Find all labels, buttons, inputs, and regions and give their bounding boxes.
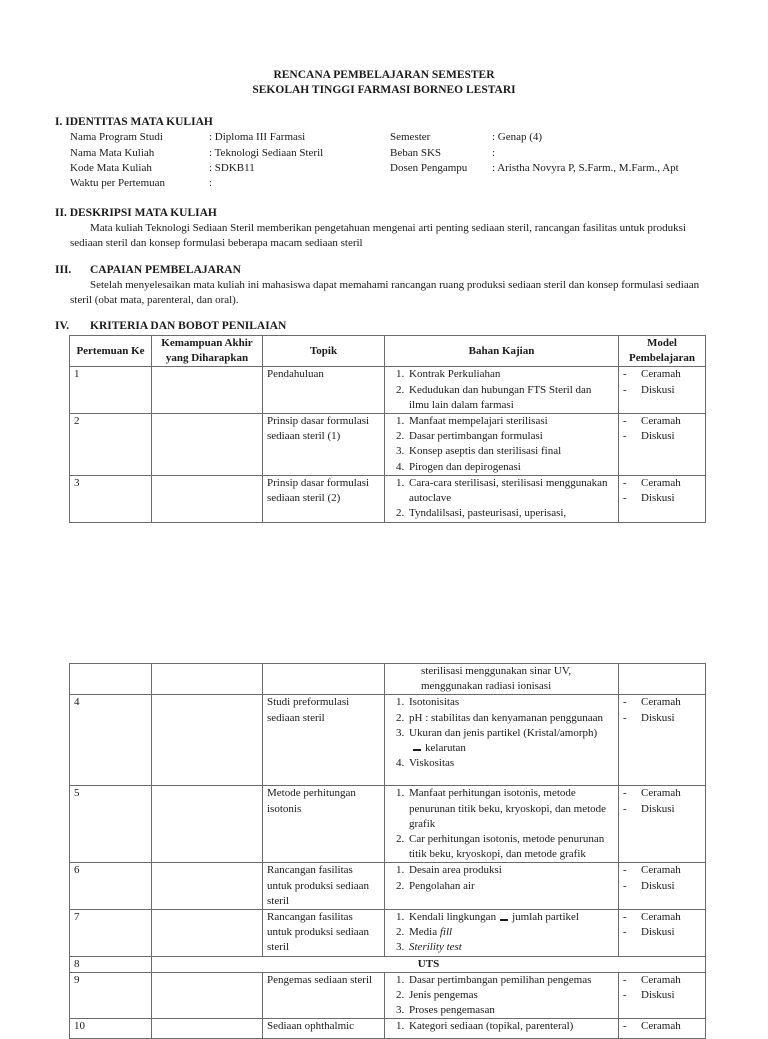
topik-cell: Sediaan ophthalmic <box>263 1019 385 1039</box>
capaian-paragraph: Setelah menyelesaikan mata kuliah ini mahasiswa dapat memahami rancangan ruang produksi sediaan steril dan konsep formulasi sediaan steril (obat mata, parenteral, dan oral). <box>70 279 700 306</box>
bahan-cell <box>385 695 619 786</box>
model-cell <box>619 786 706 863</box>
model-cell <box>619 1019 706 1039</box>
bahan-item <box>407 940 614 955</box>
pertemuan-cell: 8 <box>70 956 152 972</box>
section-kriteria-heading: KRITERIA DAN BOBOT PENILAIAN <box>90 320 287 332</box>
section-kriteria-number: IV. <box>55 320 70 332</box>
table-row <box>70 475 706 522</box>
bahan-item: 2. Tyndalilsasi, pasteurisasi, uperisasi, <box>407 506 614 521</box>
bahan-item-italic: fill <box>439 926 453 939</box>
table-row-continuation <box>70 664 706 695</box>
model-item: - Ceramah <box>623 786 701 801</box>
column-header-topik: Topik <box>263 336 385 367</box>
kemampuan-cell <box>152 1019 263 1039</box>
bahan-item: 1. Isotonisitas <box>407 695 614 710</box>
kemampuan-cell <box>152 910 263 957</box>
table-row <box>70 786 706 863</box>
pertemuan-cell: 4 <box>70 695 152 786</box>
bahan-item-text: Kendali lingkungan <box>409 911 497 924</box>
topik-cell: Studi preformulasi sediaan steril <box>263 695 385 786</box>
kemampuan-cell <box>152 367 263 414</box>
bahan-sub-text: kelarutan <box>425 742 466 755</box>
bahan-cell <box>385 863 619 910</box>
identitas-value: : Teknologi Sediaan Steril <box>209 147 324 159</box>
model-item: - Ceramah <box>623 695 701 710</box>
identitas-value: : Diploma III Farmasi <box>209 131 306 143</box>
bahan-item: 1. Kategori sediaan (topikal, parenteral) <box>407 1019 614 1034</box>
bahan-item: 3. Konsep aseptis dan sterilisasi final <box>407 444 614 459</box>
uts-cell: UTS <box>152 956 706 972</box>
kriteria-table-page1 <box>69 335 706 523</box>
bahan-item <box>407 726 614 756</box>
pertemuan-cell: 10 <box>70 1019 152 1039</box>
identitas-label: Nama Program Studi <box>70 131 163 143</box>
bahan-item <box>407 925 614 940</box>
identitas-label: Waktu per Pertemuan <box>70 177 166 189</box>
table-row <box>70 972 706 1019</box>
model-cell <box>619 910 706 957</box>
bahan-cell <box>385 910 619 957</box>
topik-cell: Metode perhitungan isotonis <box>263 786 385 863</box>
model-item: - Ceramah <box>623 414 701 429</box>
bahan-item: 4. Viskositas <box>407 756 614 771</box>
pertemuan-cell: 6 <box>70 863 152 910</box>
bahan-item: 2. Jenis pengemas <box>407 988 614 1003</box>
model-item: - Diskusi <box>623 802 701 817</box>
bahan-cell <box>385 972 619 1019</box>
model-item: - Diskusi <box>623 879 701 894</box>
pertemuan-cell: 5 <box>70 786 152 863</box>
model-cell <box>619 972 706 1019</box>
bahan-item: 1. Desain area produksi <box>407 863 614 878</box>
kemampuan-cell <box>152 695 263 786</box>
bahan-cell <box>385 1019 619 1039</box>
table-row <box>70 1019 706 1039</box>
model-item: - Ceramah <box>623 863 701 878</box>
identitas-value: : SDKB11 <box>209 162 255 174</box>
pertemuan-cell: 1 <box>70 367 152 414</box>
table-row-uts <box>70 956 706 972</box>
model-cell <box>619 475 706 522</box>
model-item: - Ceramah <box>623 973 701 988</box>
bahan-item: 2. pH : stabilitas dan kenyamanan penggunaan <box>407 711 614 726</box>
column-header-kemampuan: Kemampuan Akhir yang Diharapkan <box>152 336 263 367</box>
bahan-item: 3. Proses pengemasan <box>407 1003 614 1018</box>
section-capaian-heading: CAPAIAN PEMBELAJARAN <box>90 264 241 276</box>
bahan-item-italic: Sterility test <box>409 941 462 954</box>
model-cell <box>619 367 706 414</box>
bahan-continuation: sterilisasi menggunakan sinar UV, menggunakan radiasi ionisasi <box>385 664 619 695</box>
section-capaian-number: III. <box>55 264 72 276</box>
topik-cell: Pendahuluan <box>263 367 385 414</box>
model-item: - Ceramah <box>623 367 701 382</box>
identitas-value: : Aristha Novyra P, S.Farm., M.Farm., Apt <box>492 162 679 174</box>
identitas-value: : <box>492 147 496 159</box>
equivalence-icon <box>500 915 508 921</box>
identitas-label: Dosen Pengampu <box>390 162 468 174</box>
bahan-item: 1. Kontrak Perkuliahan <box>407 367 614 382</box>
topik-cell: Prinsip dasar formulasi sediaan steril (1) <box>263 414 385 476</box>
bahan-item: 2. Kedudukan dan hubungan FTS Steril dan ilmu lain dalam farmasi <box>407 383 614 413</box>
model-cell <box>619 695 706 786</box>
section-deskripsi-heading: II. DESKRIPSI MATA KULIAH <box>55 207 217 219</box>
model-item: - Diskusi <box>623 491 701 506</box>
topik-cell: Rancangan fasilitas untuk produksi sediaan steril <box>263 910 385 957</box>
identitas-label: Semester <box>390 131 431 143</box>
table-row <box>70 695 706 786</box>
pertemuan-cell: 2 <box>70 414 152 476</box>
table-row <box>70 910 706 957</box>
bahan-cell <box>385 414 619 476</box>
model-cell <box>619 414 706 476</box>
column-header-bahan-kajian: Bahan Kajian <box>385 336 619 367</box>
section-identitas-heading: I. IDENTITAS MATA KULIAH <box>55 116 213 128</box>
model-item: - Ceramah <box>623 476 701 491</box>
topik-cell: Rancangan fasilitas untuk produksi sediaan steril <box>263 863 385 910</box>
pertemuan-cell: 3 <box>70 475 152 522</box>
model-item: - Diskusi <box>623 429 701 444</box>
kemampuan-cell <box>152 863 263 910</box>
identitas-label: Kode Mata Kuliah <box>70 162 152 174</box>
kemampuan-cell <box>152 475 263 522</box>
pertemuan-cell: 9 <box>70 972 152 1019</box>
document-title-line1: RENCANA PEMBELAJARAN SEMESTER <box>273 69 495 81</box>
model-item: - Diskusi <box>623 988 701 1003</box>
kriteria-table-page2 <box>69 663 706 1039</box>
model-cell <box>619 863 706 910</box>
identitas-value: : Genap (4) <box>492 131 543 143</box>
table-row <box>70 863 706 910</box>
bahan-item: 2. Pengolahan air <box>407 879 614 894</box>
table-header-row <box>70 336 706 367</box>
pertemuan-cell: 7 <box>70 910 152 957</box>
model-item: - Diskusi <box>623 383 701 398</box>
column-header-model: Model Pembelajaran <box>619 336 706 367</box>
model-item: - Ceramah <box>623 910 701 925</box>
bahan-cell <box>385 367 619 414</box>
bahan-cell <box>385 786 619 863</box>
model-item: - Diskusi <box>623 711 701 726</box>
table-row <box>70 414 706 476</box>
bahan-item <box>407 910 614 925</box>
document-title-line2: SEKOLAH TINGGI FARMASI BORNEO LESTARI <box>252 84 516 96</box>
bahan-item-text: Media <box>409 926 438 939</box>
model-item: - Ceramah <box>623 1019 701 1034</box>
kemampuan-cell <box>152 414 263 476</box>
bahan-cell <box>385 475 619 522</box>
bahan-item: 1. Manfaat mempelajari sterilisasi <box>407 414 614 429</box>
topik-cell: Prinsip dasar formulasi sediaan steril (2) <box>263 475 385 522</box>
equivalence-icon <box>413 745 421 751</box>
bahan-item-text: jumlah partikel <box>512 911 579 924</box>
column-header-pertemuan: Pertemuan Ke <box>70 336 152 367</box>
kemampuan-cell <box>152 786 263 863</box>
bahan-item: 1. Manfaat perhitungan isotonis, metode penurunan titik beku, kryoskopi, dan metode grafik <box>407 786 614 832</box>
deskripsi-paragraph: Mata kuliah Teknologi Sediaan Steril memberikan pengetahuan mengenai arti penting sediaan steril, rancangan fasilitas untuk produksi sediaan steril dan konsep formulasi beberapa macam sediaan steril <box>70 222 686 249</box>
topik-cell: Pengemas sediaan steril <box>263 972 385 1019</box>
bahan-item: 1. Cara-cara sterilisasi, sterilisasi menggunakan autoclave <box>407 476 614 506</box>
bahan-item: 1. Dasar pertimbangan pemilihan pengemas <box>407 973 614 988</box>
identitas-label: Nama Mata Kuliah <box>70 147 155 159</box>
bahan-item: 4. Pirogen dan depirogenasi <box>407 460 614 475</box>
identitas-value: : <box>209 177 213 189</box>
bahan-item-text: Ukuran dan jenis partikel (Kristal/amorph) <box>409 726 598 739</box>
bahan-item: 2. Car perhitungan isotonis, metode penurunan titik beku, kryoskopi, dan metode grafik <box>407 832 614 862</box>
model-item: - Diskusi <box>623 925 701 940</box>
kemampuan-cell <box>152 972 263 1019</box>
bahan-item: 2. Dasar pertimbangan formulasi <box>407 429 614 444</box>
table-row <box>70 367 706 414</box>
identitas-label: Beban SKS <box>390 147 442 159</box>
